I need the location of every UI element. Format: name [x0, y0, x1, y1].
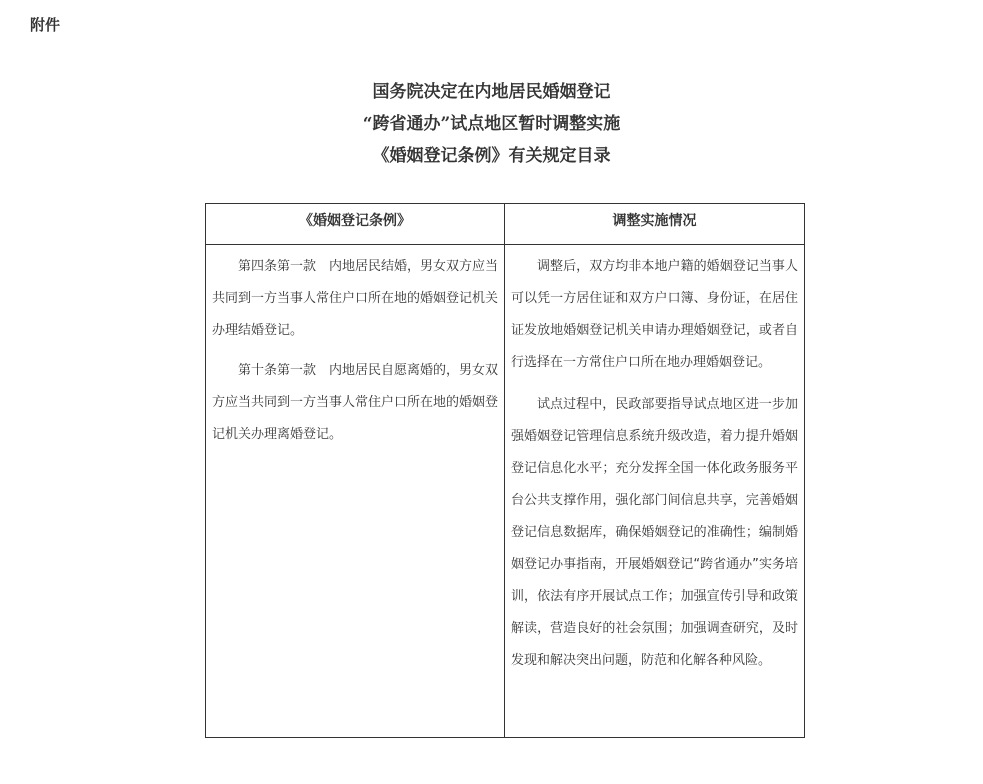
title-line-1: 国务院决定在内地居民婚姻登记 — [372, 82, 611, 102]
document-title — [0, 76, 983, 172]
column-header-adjustment: 调整实施情况 — [505, 204, 805, 245]
regulation-article-10: 第十条第一款 内地居民自愿离婚的，男女双方应当共同到一方当事人常住户口所在地的婚姻登记机关办理离婚登记。 — [212, 363, 499, 442]
column-header-regulation: 《婚姻登记条例》 — [206, 204, 505, 245]
table-row — [206, 245, 805, 738]
table-header-row — [206, 204, 805, 245]
adjustment-paragraph-1: 调整后，双方均非本地户籍的婚姻登记当事人可以凭一方居住证和双方户口簿、身份证，在居住证发放地婚姻登记机关申请办理婚姻登记，或者自行选择在一方常住户口所在地办理婚姻登记。 — [511, 259, 798, 370]
title-line-2: “跨省通办”试点地区暂时调整实施 — [362, 114, 621, 134]
adjustment-cell — [505, 245, 805, 738]
regulation-cell — [206, 245, 505, 738]
regulation-article-4: 第四条第一款 内地居民结婚，男女双方应当共同到一方当事人常住户口所在地的婚姻登记机关办理结婚登记。 — [212, 259, 499, 338]
regulation-comparison-table — [205, 203, 805, 738]
attachment-label: 附件 — [30, 16, 61, 34]
adjustment-paragraph-2: 试点过程中，民政部要指导试点地区进一步加强婚姻登记管理信息系统升级改造，着力提升婚姻登记信息化水平；充分发挥全国一体化政务服务平台公共支撑作用，强化部门间信息共享，完善婚姻登记信息数据库，确保婚姻登记的准确性；编制婚姻登记办事指南，开展婚姻登记“跨省通办”实务培训，依法有序开展试点工作；加强宣传引导和政策解读，营造良好的社会氛围；加强调查研究，及时发现和解决突出问题，防范和化解各种风险。 — [511, 397, 798, 668]
title-line-3: 《婚姻登记条例》有关规定目录 — [372, 146, 611, 166]
